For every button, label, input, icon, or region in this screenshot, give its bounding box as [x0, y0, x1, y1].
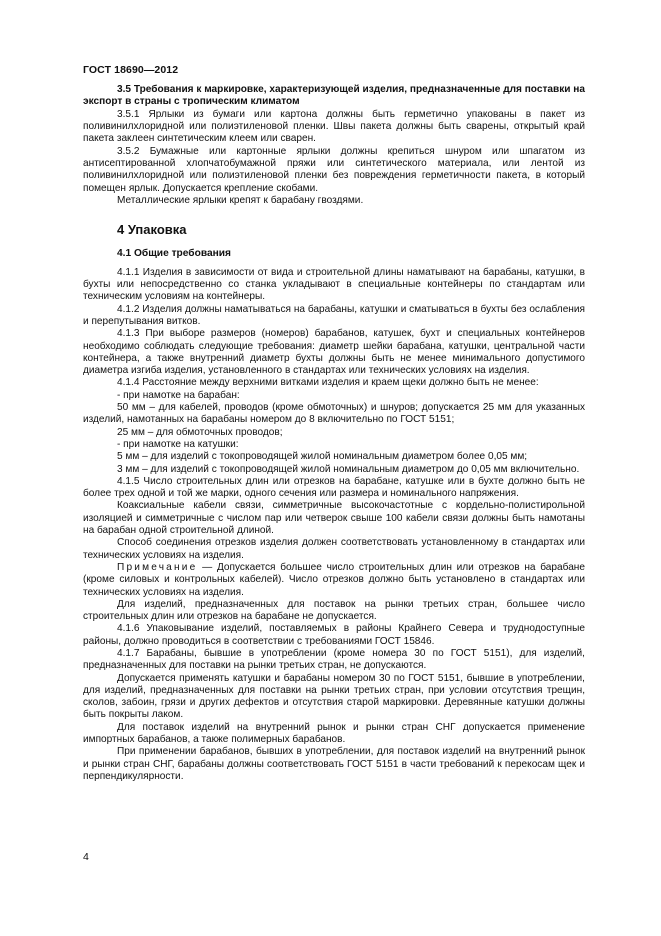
paragraph-4-1-2: 4.1.2 Изделия должны наматываться на барабаны, катушки и сматываться в бухты без ослабления и перепутывания витков. — [83, 303, 585, 327]
paragraph-4-1-6: 4.1.6 Упаковывание изделий, поставляемых в районы Крайнего Севера и труднодоступные районы, должно проводиться в соответствии с требованиями ГОСТ 15846. — [83, 623, 585, 647]
section-3-5-heading: 3.5 Требования к маркировке, характеризующей изделия, предназначенные для поставки на экспорт в страны с тропическим климатом — [83, 84, 585, 108]
paragraph-4-1-5-coaxial: Коаксиальные кабели связи, симметричные высокочастотные с кордельно-полистирольной изоляцией и симметричные с числом пар или четверок свыше 100 кабели связи должны быть намотаны на барабан одной строительной длиной. — [83, 500, 585, 537]
list-item: - при намотке на катушки: — [117, 438, 239, 450]
list-item: 3 мм – для изделий с токопроводящей жилой номинальным диаметром до 0,05 мм включительно. — [117, 463, 580, 475]
paragraph-3-5-2: 3.5.2 Бумажные или картонные ярлыки должны крепиться шнуром или шпагатом из антисептированной хлопчатобумажной пряжи или синтетического материала, или лентой из поливинилхлоридной или полиэтиленовой пленки без повреждения герметичности пакета, в который помещен ярлык. Допускается крепление скобами. — [83, 145, 585, 194]
document-body — [83, 84, 585, 783]
paragraph-4-1-1: 4.1.1 Изделия в зависимости от вида и строительной длины наматывают на барабаны, катушки, в бухты или непосредственно со станка укладывают в специальные контейнеры по стандартам или техническим условиям на контейнеры. — [83, 266, 585, 303]
list-item: 25 мм – для обмоточных проводов; — [117, 426, 283, 438]
section-4-title: 4 Упаковка — [117, 222, 187, 238]
paragraph-4-1-5-joining: Способ соединения отрезков изделия должен соответствовать установленному в стандартах или технических условиях на изделия. — [83, 537, 585, 561]
paragraph-4-1-5: 4.1.5 Число строительных длин или отрезков на барабане, катушке или в бухте должно быть не более трех одной и той же марки, одного сечения или размера и номинального напряжения. — [83, 475, 585, 500]
paragraph-4-1-7: 4.1.7 Барабаны, бывшие в употреблении (кроме номера 30 по ГОСТ 5151), для изделий, предназначенных для поставки на рынки третьих стран, не допускаются. — [83, 647, 585, 672]
paragraph-3-5-2-metal-labels: Металлические ярлыки крепят к барабану гвоздями. — [117, 194, 364, 206]
list-item: 5 мм – для изделий с токопроводящей жилой номинальным диаметром более 0,05 мм; — [117, 451, 528, 463]
note-label: Примечание — [117, 561, 198, 573]
list-item: 50 мм – для кабелей, проводов (кроме обмоточных) и шнуров; допускается 25 мм для указанных изделий, намотанных на барабаны номером до 8 включительно по ГОСТ 5151; — [83, 402, 585, 426]
note-text: — Допускается большее число строительных длин или отрезков на барабане (кроме силовых и контрольных кабелей). Число отрезков должно быть установлено в стандартах или технических условиях на изделия. — [83, 561, 585, 598]
list-item: - при намотке на барабан: — [117, 389, 240, 401]
document-header: ГОСТ 18690—2012 — [83, 64, 179, 76]
paragraph-4-1-7-used-drums: При применении барабанов, бывших в употреблении, для поставок изделий на внутренний рынок и рынки стран СНГ, барабаны должны соответствовать ГОСТ 5151 в части требований к перекосам щек и перпендикулярности. — [83, 746, 585, 782]
section-4-1-title: 4.1 Общие требования — [117, 248, 231, 260]
paragraph-4-1-5-third-countries: Для изделий, предназначенных для поставок на рынки третьих стран, большее число строительных длин или отрезков на барабане не допускается. — [83, 598, 585, 623]
paragraph-3-5-1: 3.5.1 Ярлыки из бумаги или картона должны быть герметично упакованы в пакет из поливинилхлоридной или полиэтиленовой пленки. Швы пакета должны быть сварены, открытый край пакета заклеен синтетическим клеем или сварен. — [83, 108, 585, 145]
paragraph-4-1-7-import: Для поставок изделий на внутренний рынок и рынки стран СНГ допускается применение импортных барабанов, а также полимерных барабанов. — [83, 721, 585, 746]
paragraph-4-1-7-allowed: Допускается применять катушки и барабаны номером 30 по ГОСТ 5151, бывшие в употреблении, для изделий, предназначенных для поставки на рынки третьих стран, при условии отсутствия трещин, сколов, забоин, грязи и других дефектов и отсутствия старой маркировки. Деревянные катушки должны быть покрыты лаком. — [83, 672, 585, 721]
note — [83, 562, 585, 599]
paragraph-4-1-4: 4.1.4 Расстояние между верхними витками изделия и краем щеки должно быть не менее: — [117, 377, 539, 389]
page-number: 4 — [83, 851, 89, 863]
paragraph-4-1-3: 4.1.3 При выборе размеров (номеров) барабанов, катушек, бухт и специальных контейнеров необходимо соблюдать следующие требования: диаметр шейки барабана, катушки, центральной части контейнера, а также внутренний диаметр бухты должны быть не менее минимального допустимого диаметра изгиба изделия, установленного в стандартах или технических условиях на изделия. — [83, 328, 585, 377]
